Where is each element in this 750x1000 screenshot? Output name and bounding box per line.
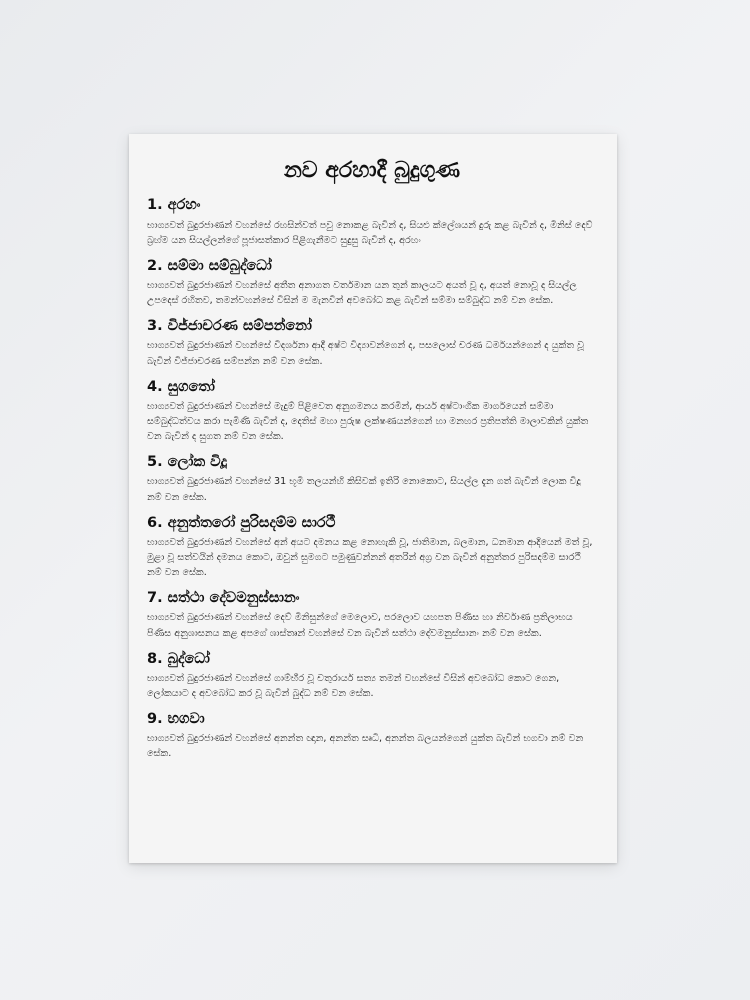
section-body: භාග්‍යවත් බුදුරජාණන් වහන්සේ දෙව් මිනිසුන්ගේ මෙලොව, පරලොව යහපත පිණිස හා නිර්වාණ ප්‍රතිලාභය පිණිස අනුශාසනය කළ අපගේ ශාස්තෘන් වහන්සේ වන බැවින් සත්ථා දේවමනුස්සානං නම් වන සේක. <box>147 612 573 639</box>
section-body: භාග්‍යවත් බුදුරජාණන් වහන්සේ විදර්ශනා ආදී අෂ්ට විද්‍යාවන්ගෙන් ද, පසලොස් චරණ ධර්මයන්ගෙන් ද යුක්ත වූ බැවින් විජ්ජාචරණ සම්පන්න නම් වන සේක. <box>147 340 584 367</box>
section-heading: 8. බුද්ධෝ <box>147 650 210 667</box>
section-heading: 2. සම්මා සම්බුද්ධෝ <box>147 257 272 274</box>
section-7 <box>147 589 597 640</box>
section-5 <box>147 453 597 504</box>
section-body: භාග්‍යවත් බුදුරජාණන් වහන්සේ මැදුම් පිළිවෙත අනුගමනය කරමින්, ආර්ය අෂ්ටාංගික මාර්ගයෙන් සම්මා සම්බුද්ධත්වය කරා පැමිණි බැවින් ද, දෙතිස් මහා පුරුෂ ලක්ෂණයන්ගෙන් හා මනහර ප්‍රතිපත්ති මාලාවකින් යුක්ත වන බැවින් ද සුගත නම් වන සේක. <box>147 400 589 443</box>
section-heading: 3. විජ්ජාචරණ සම්පන්නෝ <box>147 318 312 335</box>
section-body: භාග්‍යවත් බුදුරජාණන් වහන්සේ අතීත අනාගත වර්තමාන යන තුන් කාලයට අයත් වූ ද, අයත් නොවූ ද සියල්ල උපදෙස් රහිතව, තමන්වහන්සේ විසින් ම මැනවින් අවබෝධ කළ බැවින් සම්මා සම්බුද්ධ නම් වන සේක. <box>147 279 577 307</box>
section-heading: 5. ලෝක විදූ <box>147 454 228 471</box>
section-body: භාග්‍යවත් බුදුරජාණන් වහන්සේ රහසින්වත් පවු නොකළ බැවින් ද, සියළු ක්ලේශයන් දුරු කළ බැවින් ද, මිනිස් දෙව් බ්‍රහ්ම යන සියල්ලන්ගේ පූජාසත්කාර පිළිගැනීමට සුදුසු බැවින් ද, අරහං <box>147 219 593 246</box>
section-body: භාග්‍යවත් බුදුරජාණන් වහන්සේ ගාම්භීර වූ චතුරාර්ය සත්‍ය තමන් වහන්සේ විසින් අවබෝධ කොට ගෙන, ලෝකයාට ද අවබෝධ කර වූ බැවින් බුද්ධ නම් වන සේක. <box>147 672 560 700</box>
section-body: භාග්‍යවත් බුදුරජාණන් වහන්සේ අන් අයට දමනය කළ නොහැකි වූ, ජාතිමාන, බලමාන, ධනමාන ආදියෙන් මත් වූ, මුළා වූ සත්වයින් දමනය කොට, ඔවුන් සුමගට පමුණුවන්නන් අතරින් අග්‍ර වන බැවින් අනුත්තර පුරිසදම්ම සාරථී නම් වන සේක. <box>147 536 593 579</box>
poster-title: නව අරහාදී බුදුගුණ <box>283 158 461 183</box>
section-4 <box>147 378 597 445</box>
section-heading: 9. භගවා <box>147 711 205 728</box>
section-body: භාග්‍යවත් බුදුරජාණන් වහන්සේ 31 භූමි තලයන්හි කිසිවක් ඉතිරි නොකොට, සියල්ල දැන ගත් බැවින් ලොක විදූ නම් වන සේක. <box>147 476 581 503</box>
section-2 <box>147 257 597 308</box>
section-3 <box>147 317 597 368</box>
section-1 <box>147 196 597 247</box>
section-9 <box>147 710 597 761</box>
section-8 <box>147 650 597 701</box>
section-body: භාග්‍යවත් බුදුරජාණන් වහන්සේ අනන්ත ඥාන, අනන්ත සෘධි, අනන්ත බලයන්ගෙන් යුක්ත බැවින් භගවා නම් වන සේක. <box>147 733 584 760</box>
section-heading: 6. අනුත්තරෝ පුරිසදම්ම සාරථී <box>147 514 336 531</box>
section-heading: 1. අරහං <box>147 197 201 214</box>
section-heading: 7. සත්ථා දේවමනුස්සානං <box>147 590 300 607</box>
section-6 <box>147 514 597 581</box>
section-heading: 4. සුගතෝ <box>147 378 215 395</box>
poster <box>129 134 617 863</box>
